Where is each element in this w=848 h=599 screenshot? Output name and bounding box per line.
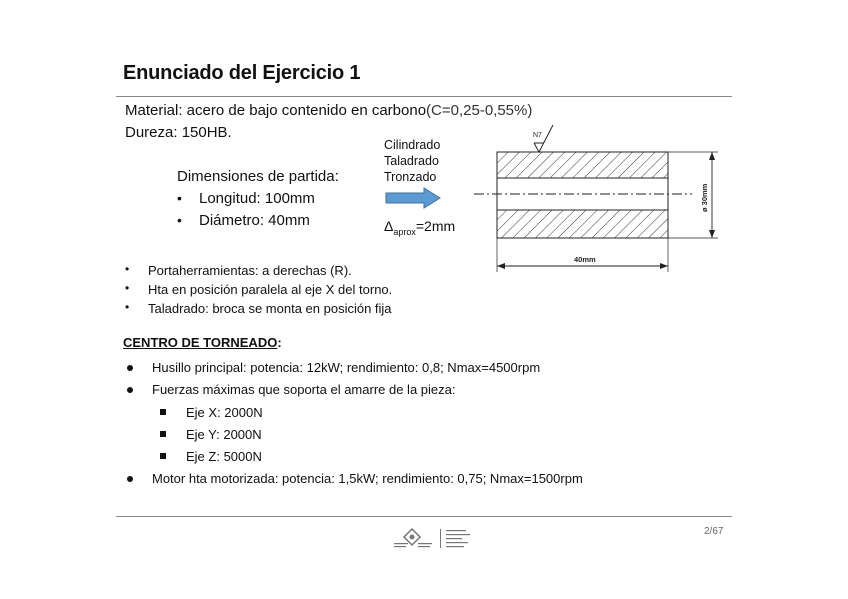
spindle-spec: Husillo principal: potencia: 12kW; rendimiento: 0,8; Nmax=4500rpm xyxy=(152,360,541,375)
lower-wall-section xyxy=(497,210,668,238)
title-divider xyxy=(116,96,732,97)
center-heading-colon: : xyxy=(277,335,282,350)
bullet-icon: • xyxy=(177,212,182,228)
bullet-icon xyxy=(127,387,133,393)
dimension-length: Longitud: 100mm xyxy=(199,190,315,207)
delta-value: =2mm xyxy=(415,218,456,234)
material-line xyxy=(125,102,532,119)
operations-list xyxy=(384,137,440,185)
axis-force-y: Eje Y: 2000N xyxy=(186,427,262,442)
bullet-icon: • xyxy=(125,300,130,314)
square-bullet-icon xyxy=(160,409,166,415)
axis-force-z: Eje Z: 5000N xyxy=(186,449,262,464)
part-drawing xyxy=(470,122,720,272)
page-title: Enunciado del Ejercicio 1 xyxy=(123,62,361,84)
tool-note: Taladrado: broca se monta en posición fija xyxy=(148,301,392,316)
roughness-label: N7 xyxy=(533,132,542,139)
delta-symbol: Δ xyxy=(384,218,394,234)
center-heading: CENTRO DE TORNEADO xyxy=(123,335,278,350)
length-label: 40mm xyxy=(574,255,596,264)
operation-taladrado: Taladrado xyxy=(384,154,439,168)
university-logo xyxy=(392,527,482,549)
upper-wall-section xyxy=(497,152,668,178)
diameter-label: ø 30mm xyxy=(700,183,709,212)
bullet-icon: • xyxy=(125,281,130,295)
carbon-range: (C=0,25-0,55%) xyxy=(426,102,533,119)
square-bullet-icon xyxy=(160,431,166,437)
delta-allowance xyxy=(384,218,455,237)
motor-spec: Motor hta motorizada: potencia: 1,5kW; rendimiento: 0,75; Nmax=1500rpm xyxy=(152,471,583,486)
section-heading xyxy=(123,335,282,350)
bullet-icon xyxy=(127,365,133,371)
axis-force-x: Eje X: 2000N xyxy=(186,405,263,420)
dimensions-heading: Dimensiones de partida: xyxy=(177,168,339,185)
tool-note: Hta en posición paralela al eje X del torno. xyxy=(148,282,393,297)
bullet-icon: • xyxy=(177,190,182,206)
dimension-diameter: Diámetro: 40mm xyxy=(199,212,310,229)
delta-subscript: aprox xyxy=(393,226,416,237)
bullet-icon xyxy=(127,476,133,482)
square-bullet-icon xyxy=(160,453,166,459)
operation-tronzado: Tronzado xyxy=(384,170,437,184)
hardness-line: Dureza: 150HB. xyxy=(125,124,232,141)
tool-note: Portaherramientas: a derechas (R). xyxy=(148,263,352,278)
operation-cilindrado: Cilindrado xyxy=(384,138,441,152)
page-number: 2/67 xyxy=(704,526,724,537)
right-arrow-icon xyxy=(384,186,444,210)
bullet-icon: • xyxy=(125,262,130,276)
forces-spec: Fuerzas máximas que soporta el amarre de la pieza: xyxy=(152,382,456,397)
footer-divider xyxy=(116,516,732,517)
material-text: Material: acero de bajo contenido en carbono xyxy=(125,102,427,119)
